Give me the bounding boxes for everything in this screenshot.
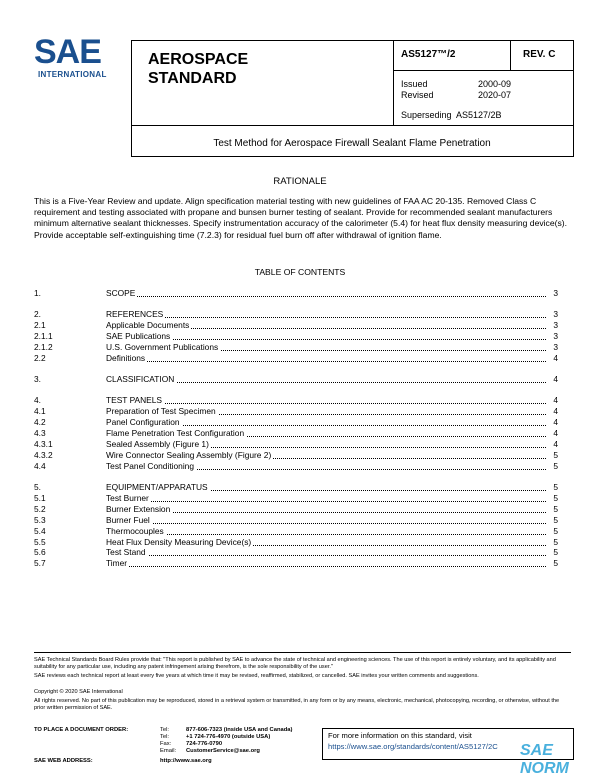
toc-number: 4.3.1 xyxy=(34,438,53,449)
toc-title: Thermocouples xyxy=(106,525,164,536)
toc-number: 2.2 xyxy=(34,352,46,363)
toc-page-number: 5 xyxy=(553,460,558,471)
toc-number: 4.3.2 xyxy=(34,449,53,460)
toc-title: Test Panel Conditioning xyxy=(106,460,194,471)
more-info-text: For more information on this standard, visit xyxy=(328,731,472,740)
order-label: TO PLACE A DOCUMENT ORDER: xyxy=(34,727,129,733)
toc-row[interactable] xyxy=(34,331,558,342)
toc-title: Timer xyxy=(106,558,128,569)
toc-title: U.S. Government Publications xyxy=(106,341,219,352)
sae-logo-subtitle: INTERNATIONAL xyxy=(38,70,107,79)
toc-title: EQUIPMENT/APPARATUS xyxy=(106,482,208,493)
rationale-text: This is a Five-Year Review and update. Align specification material testing with new guidelines of FAA AC 20-135. Removed Class C requirement and testing associated with propane and bunsen burner testing of sealant. Provide for recommended sealant manufacturers minimum alternative sealant thicknesses. Specify instrumentation accuracy of the calorimeter (5.4) for heat flux density measuring device(s). Provide acceptable self-extinguishing time (7.2.3) for residual fuel burn off after withdrawal of ignition flame. xyxy=(34,196,568,240)
footer-rights: All rights reserved. No part of this publication may be reproduced, stored in a retrieval system or transmitted, in any form or by any means, electronic, mechanical, photocopying, recording, or otherwise, without the prior written permission of SAE. xyxy=(34,698,560,712)
toc-number: 2.1.2 xyxy=(34,341,53,352)
tel2-value: +1 724-776-4970 (outside USA) xyxy=(186,734,271,740)
sae-logo: SAE xyxy=(34,33,101,71)
toc-row[interactable] xyxy=(34,428,558,439)
toc-page-number: 3 xyxy=(553,309,558,320)
toc-number: 2.1.1 xyxy=(34,331,53,342)
toc-row[interactable] xyxy=(34,558,558,569)
toc-row[interactable] xyxy=(34,439,558,450)
toc-row[interactable] xyxy=(34,417,558,428)
toc-title: Heat Flux Density Measuring Device(s) xyxy=(106,536,252,547)
toc-number: 4.3 xyxy=(34,428,46,439)
web-link[interactable]: http://www.sae.org xyxy=(160,758,212,764)
toc-number: 4.1 xyxy=(34,406,46,417)
footer-copyright: Copyright © 2020 SAE International xyxy=(34,689,123,695)
toc-page-number: 5 xyxy=(553,482,558,493)
toc-number: 2. xyxy=(34,309,41,320)
toc-number: 5.5 xyxy=(34,536,46,547)
toc-row[interactable] xyxy=(34,482,558,493)
toc-row[interactable] xyxy=(34,288,558,299)
toc-title: Test Stand xyxy=(106,547,146,558)
toc-page-number: 4 xyxy=(553,406,558,417)
revision-label: REV. C xyxy=(523,49,556,60)
toc-number: 5.6 xyxy=(34,547,46,558)
toc-page-number: 5 xyxy=(553,503,558,514)
toc-page-number: 4 xyxy=(553,438,558,449)
toc-page-number: 3 xyxy=(553,331,558,342)
toc-heading: TABLE OF CONTENTS xyxy=(254,267,346,277)
email-link[interactable]: CustomerService@sae.org xyxy=(186,748,260,754)
toc-title: Wire Connector Sealing Assembly (Figure 2) xyxy=(106,449,272,460)
toc-title: Preparation of Test Specimen xyxy=(106,406,216,417)
toc-number: 4.2 xyxy=(34,417,46,428)
toc-row[interactable] xyxy=(34,309,558,320)
toc-page-number: 5 xyxy=(553,558,558,569)
toc-title: Test Burner xyxy=(106,492,149,503)
rationale-heading: RATIONALE xyxy=(273,176,327,187)
toc-page-number: 5 xyxy=(553,514,558,525)
superseding-label: Superseding xyxy=(401,110,452,120)
toc-page-number: 5 xyxy=(553,536,558,547)
superseding-value: AS5127/2B xyxy=(456,110,502,120)
toc-page-number: 5 xyxy=(553,449,558,460)
toc-number: 4. xyxy=(34,395,41,406)
web-label: SAE WEB ADDRESS: xyxy=(34,758,93,764)
toc-number: 5.3 xyxy=(34,514,46,525)
toc-row[interactable] xyxy=(34,320,558,331)
toc-row[interactable] xyxy=(34,526,558,537)
footer-rules: SAE Technical Standards Board Rules provide that: "This report is published by SAE to advance the state of technical and engineering sciences. The use of this report is entirely voluntary, and its applicability and suitability for any particular use, including any patent infringement arising therefrom, is the sole responsibility of the user." xyxy=(34,657,556,671)
toc-row[interactable] xyxy=(34,547,558,558)
revised-value: 2020-07 xyxy=(478,90,512,100)
toc-number: 5. xyxy=(34,482,41,493)
toc-row[interactable] xyxy=(34,342,558,353)
toc-title: CLASSIFICATION xyxy=(106,374,175,385)
toc-row[interactable] xyxy=(34,406,558,417)
toc-row[interactable] xyxy=(34,537,558,548)
toc-page-number: 5 xyxy=(553,492,558,503)
document-title: Test Method for Aerospace Firewall Sealant Flame Penetration xyxy=(213,138,491,149)
toc-title: Definitions xyxy=(106,352,146,363)
toc-title: REFERENCES xyxy=(106,309,164,320)
toc-number: 2.1 xyxy=(34,320,46,331)
toc-row[interactable] xyxy=(34,515,558,526)
more-info-link[interactable]: https://www.sae.org/standards/content/AS5127/2C xyxy=(328,742,498,751)
toc-page-number: 4 xyxy=(553,417,558,428)
toc-row[interactable] xyxy=(34,461,558,472)
toc-page-number: 3 xyxy=(553,288,558,298)
toc-number: 1. xyxy=(34,288,41,298)
issued-label: Issued xyxy=(401,79,428,89)
issued-value: 2000-09 xyxy=(478,79,512,89)
toc-row[interactable] xyxy=(34,374,558,385)
toc-page-number: 4 xyxy=(553,428,558,439)
toc-page-number: 3 xyxy=(553,320,558,331)
toc-number: 5.7 xyxy=(34,558,46,569)
toc-title: Burner Fuel xyxy=(106,514,150,525)
toc-title: SCOPE xyxy=(106,288,136,298)
toc-page-number: 5 xyxy=(553,547,558,558)
fax-value: 724-776-0790 xyxy=(186,741,223,747)
toc-page-number: 5 xyxy=(553,525,558,536)
toc-number: 5.1 xyxy=(34,492,46,503)
toc-number: 4.4 xyxy=(34,460,46,471)
toc-title: Sealed Assembly (Figure 1) xyxy=(106,438,209,449)
watermark: SAE NORM xyxy=(520,742,569,777)
toc-page-number: 4 xyxy=(553,352,558,363)
toc-page-number: 4 xyxy=(553,395,558,406)
toc-page-number: 4 xyxy=(553,374,558,385)
revised-label: Revised xyxy=(401,90,434,100)
toc-title: Panel Configuration xyxy=(106,417,180,428)
toc-title: Burner Extension xyxy=(106,503,171,514)
toc-number: 5.2 xyxy=(34,503,46,514)
document-number: AS5127™/2 xyxy=(401,49,456,60)
tel-value: 877-606-7323 (inside USA and Canada) xyxy=(186,727,293,733)
toc-number: 3. xyxy=(34,374,41,385)
toc-row[interactable] xyxy=(34,450,558,461)
toc-number: 5.4 xyxy=(34,525,46,536)
toc-title: Applicable Documents xyxy=(106,320,190,331)
toc-row[interactable] xyxy=(34,493,558,504)
toc-title: SAE Publications xyxy=(106,331,171,342)
toc-page-number: 3 xyxy=(553,341,558,352)
toc-row[interactable] xyxy=(34,395,558,406)
toc-row[interactable] xyxy=(34,353,558,364)
toc-row[interactable] xyxy=(34,504,558,515)
footer-review: SAE reviews each technical report at least every five years at which time it may be revised, reaffirmed, stabilized, or cancelled. SAE invites your written comments and suggestions. xyxy=(34,673,479,679)
document-type: AEROSPACE STANDARD xyxy=(148,51,249,87)
toc-title: Flame Penetration Test Configuration xyxy=(106,428,245,439)
toc-title: TEST PANELS xyxy=(106,395,163,406)
